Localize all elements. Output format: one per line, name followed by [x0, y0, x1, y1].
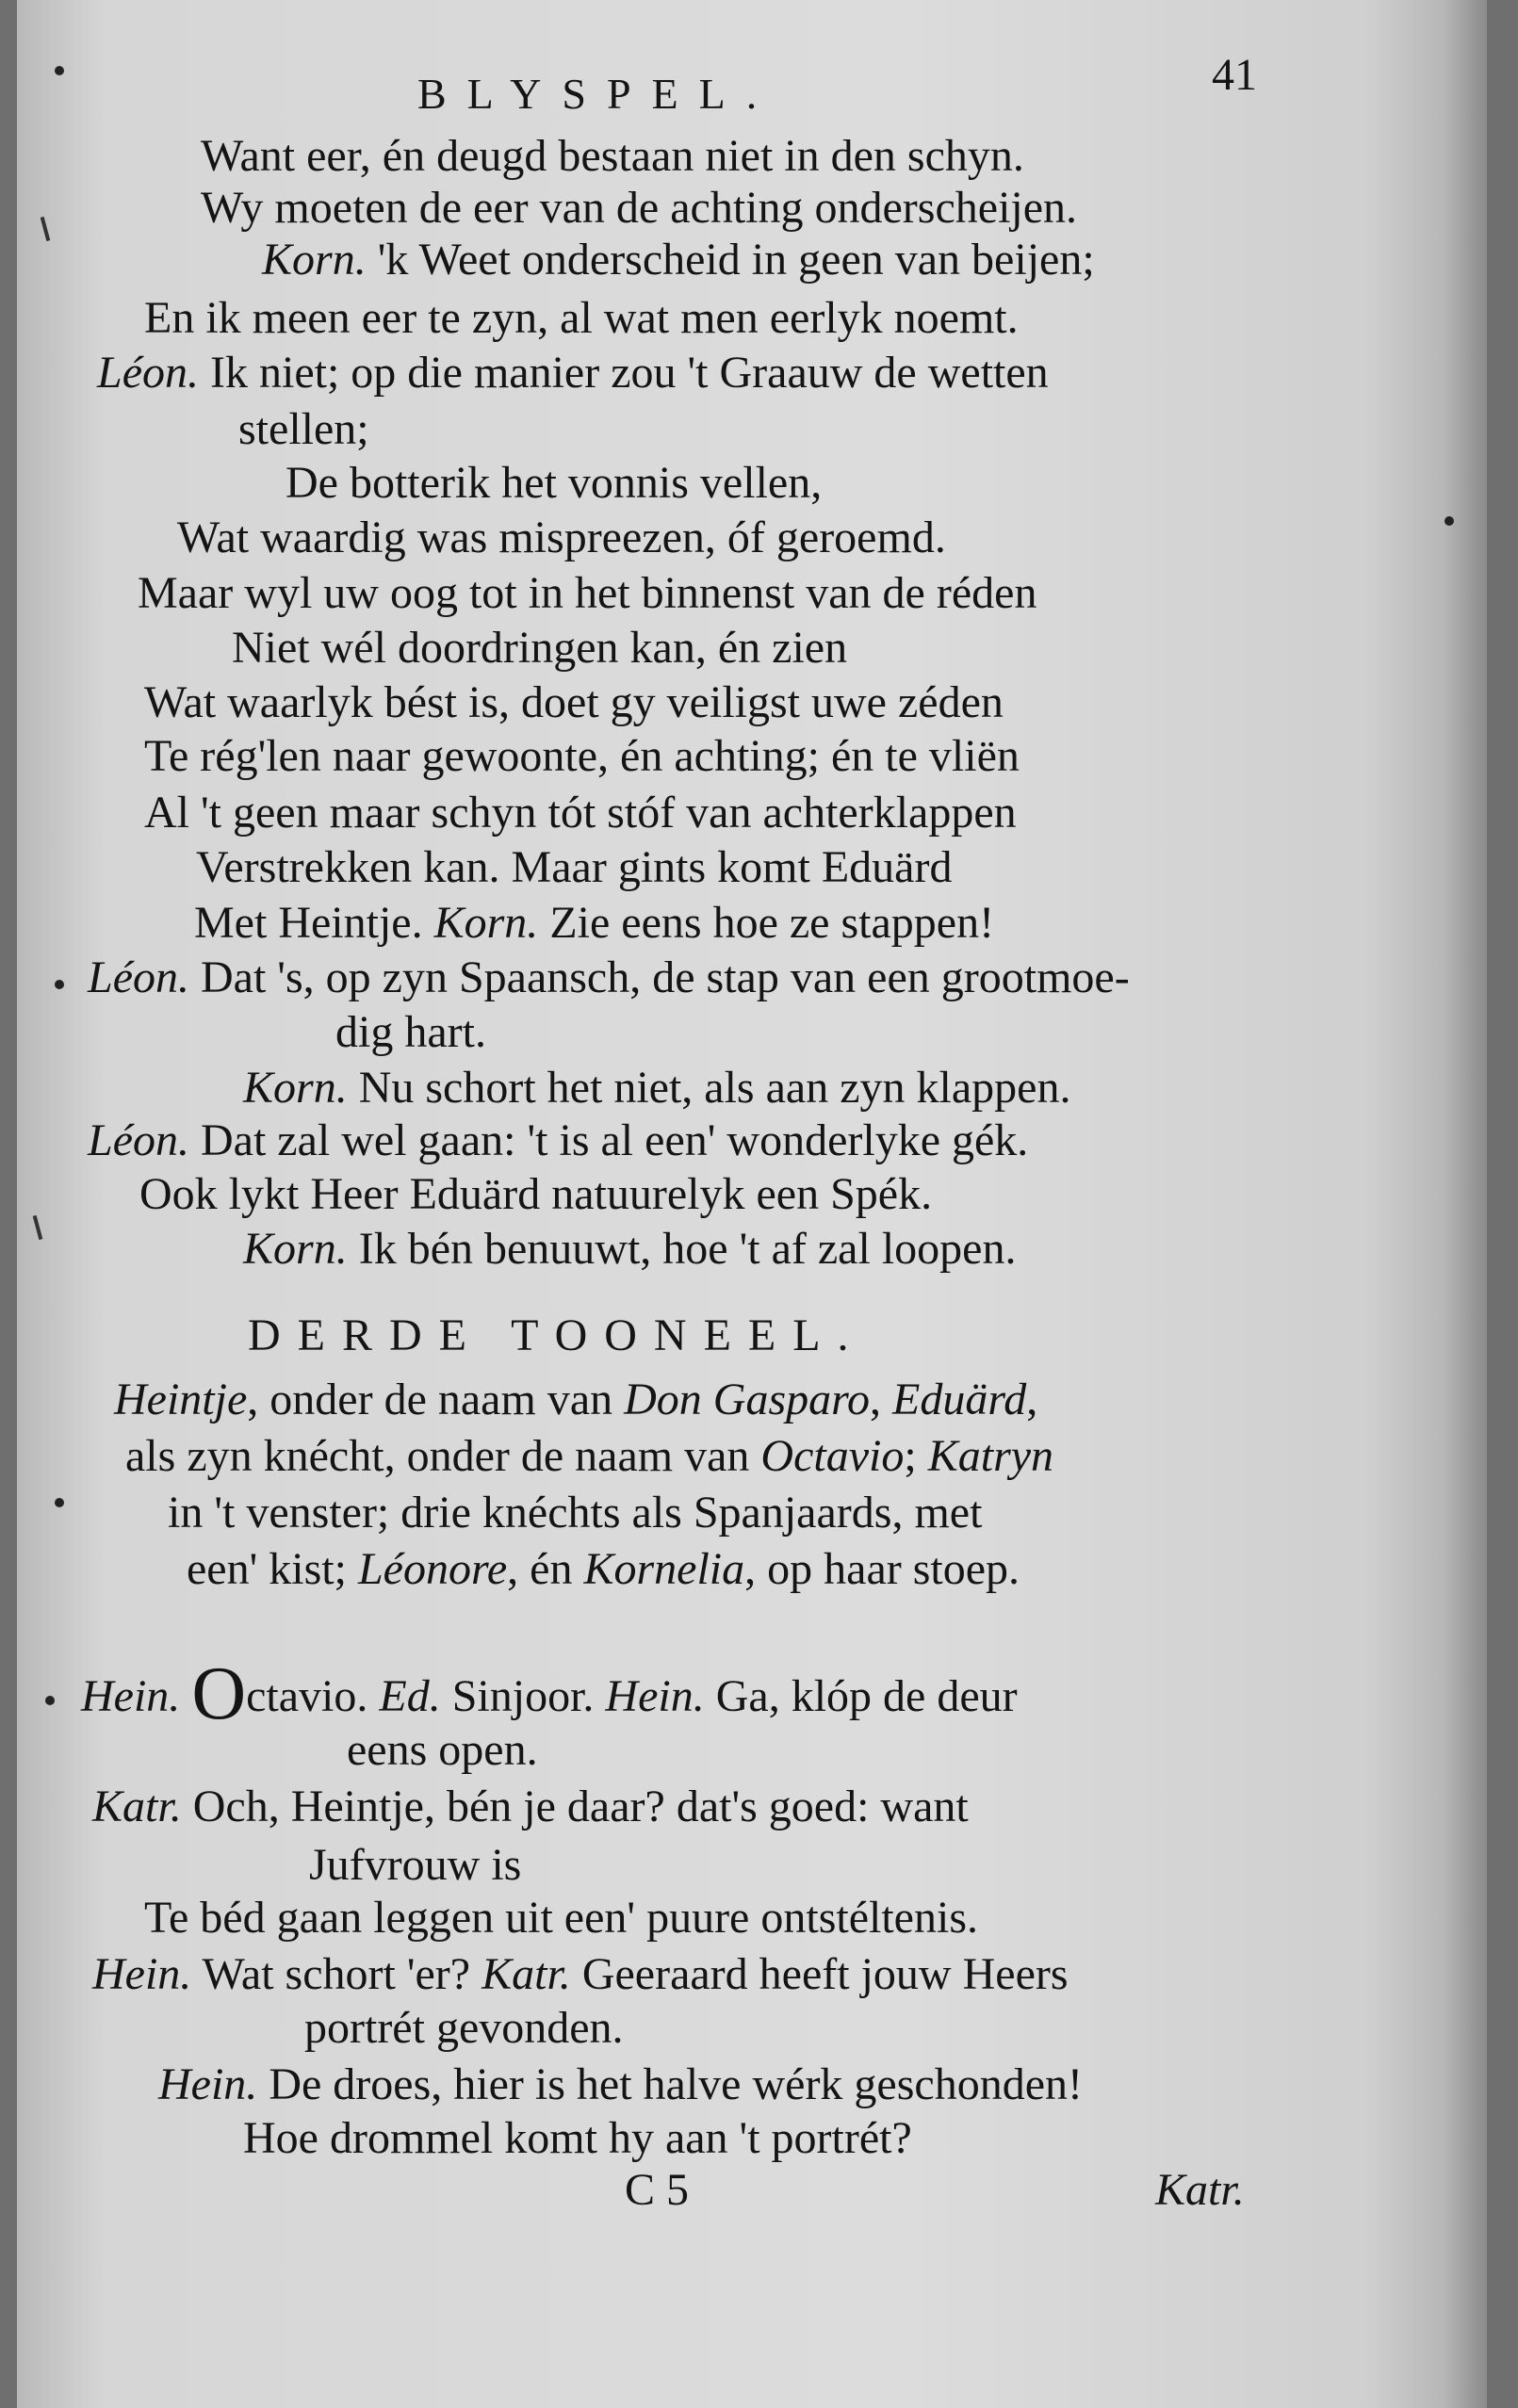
- speaker-or-name: Hein.: [81, 1671, 181, 1721]
- margin-speck: [55, 1498, 64, 1507]
- speaker-or-name: Léon.: [88, 1115, 189, 1165]
- text-segment: dig hart.: [335, 1007, 486, 1057]
- speaker-or-name: Heintje: [114, 1375, 248, 1424]
- text-segment: Ga, klóp de deur: [704, 1671, 1018, 1721]
- verse-line: [144, 676, 1004, 729]
- text-segment: Nu schort het niet, als aan zyn klappen.: [347, 1063, 1071, 1113]
- text-segment: Niet wél doordringen kan, én zien: [232, 623, 848, 673]
- speaker-or-name: Korn.: [243, 1224, 348, 1274]
- verse-line: [196, 841, 952, 894]
- text-segment: Wat waarlyk bést is, doet gy veiligst uwe zéden: [144, 677, 1004, 727]
- verse-line: [243, 1223, 1016, 1276]
- text-segment: , onder de naam van: [247, 1375, 625, 1424]
- verse-line: [262, 234, 1095, 286]
- text-segment: Geeraard heeft jouw Heers: [570, 1949, 1069, 1999]
- text-segment: Al 't geen maar schyn tót stóf van achterklappen: [144, 788, 1017, 838]
- text-segment: Want eer, én deugd bestaan niet in den schyn.: [201, 131, 1024, 181]
- verse-line: [201, 130, 1024, 183]
- verse-line: [144, 730, 1020, 783]
- verse-line: [88, 952, 1130, 1004]
- running-head: BLYSPEL.: [417, 70, 778, 118]
- stage-direction: [187, 1543, 1020, 1596]
- verse-line: [232, 622, 847, 675]
- verse-line: [177, 512, 946, 564]
- text-segment: Wy moeten de eer van de achting onderscheijen.: [201, 183, 1078, 233]
- verse-line: [347, 1724, 538, 1777]
- text-segment: Verstrekken kan. Maar gints komt Eduärd: [196, 842, 953, 892]
- text-segment: De droes, hier is het halve wérk geschonden!: [257, 2059, 1084, 2109]
- text-segment: Maar wyl uw oog tot in het binnenst van de réden: [138, 568, 1037, 618]
- speaker-or-name: Eduärd: [892, 1375, 1027, 1424]
- text-segment: Ik bén benuuwt, hoe 't af zal loopen.: [347, 1224, 1017, 1274]
- text-segment: stellen;: [238, 404, 369, 454]
- text-segment: ctavio.: [246, 1671, 380, 1721]
- verse-line: [238, 403, 369, 456]
- speaker-or-name: Korn.: [433, 898, 539, 948]
- speaker-or-name: Ed.: [379, 1671, 441, 1721]
- drop-capital: O: [191, 1652, 247, 1735]
- page-number: 41: [1212, 50, 1257, 100]
- text-segment: eens open.: [347, 1725, 538, 1775]
- speaker-or-name: Octavio: [760, 1431, 905, 1481]
- stage-direction: [114, 1374, 1037, 1426]
- scene-heading: [248, 1310, 866, 1362]
- margin-speck: [1445, 516, 1454, 526]
- text-segment: De botterik het vonnis vellen,: [286, 458, 823, 508]
- text-segment: Jufvrouw is: [309, 1840, 522, 1890]
- verse-line: [88, 1115, 1028, 1167]
- text-segment: Hoe drommel komt hy aan 't portrét?: [243, 2113, 912, 2163]
- speaker-or-name: Léon.: [88, 952, 189, 1002]
- stage-direction: [125, 1430, 1053, 1483]
- verse-line: [92, 1948, 1069, 2001]
- text-segment: ;: [904, 1431, 928, 1481]
- verse-line: [286, 457, 822, 510]
- text-segment: portrét gevonden.: [304, 2003, 624, 2053]
- margin-speck: [55, 66, 64, 75]
- text-segment: als zyn knécht, onder de naam van: [125, 1431, 761, 1481]
- verse-line: [144, 292, 1019, 345]
- text-segment: Dat zal wel gaan: 't is al een' wonderlyke gék.: [189, 1115, 1029, 1165]
- speaker-or-name: Kornelia: [583, 1544, 745, 1594]
- verse-line: [304, 2002, 624, 2055]
- text-segment: Te béd gaan leggen uit een' puure ontstéltenis.: [144, 1893, 978, 1943]
- verse-line: [335, 1006, 486, 1059]
- verse-line: [201, 182, 1077, 235]
- speaker-or-name: Katr.: [482, 1949, 571, 1999]
- verse-line: [92, 1781, 969, 1833]
- speaker-or-name: Léon.: [97, 348, 199, 398]
- text-segment: [180, 1671, 191, 1721]
- margin-speck: [45, 1696, 55, 1705]
- speaker-or-name: Don Gasparo: [624, 1375, 871, 1424]
- text-segment: , op haar stoep.: [744, 1544, 1020, 1594]
- text-segment: En ik meen eer te zyn, al wat men eerlyk noemt.: [144, 293, 1019, 343]
- text-segment: Sinjoor.: [440, 1671, 606, 1721]
- stage-direction: [168, 1487, 982, 1539]
- text-segment: Wat waardig was mispreezen, óf geroemd.: [177, 513, 946, 562]
- speaker-or-name: Korn.: [243, 1063, 348, 1113]
- speaker-or-name: Hein.: [605, 1671, 705, 1721]
- book-page: [17, 0, 1487, 2408]
- text-segment: DERDE TOONEEL.: [248, 1310, 866, 1360]
- text-segment: een' kist;: [187, 1544, 358, 1594]
- speaker-or-name: Léonore: [357, 1544, 508, 1594]
- verse-line: [194, 897, 994, 950]
- text-segment: , én: [507, 1544, 584, 1594]
- text-segment: Te rég'len naar gewoonte, én achting; én te vliën: [144, 731, 1020, 781]
- speaker-or-name: Hein.: [92, 1949, 192, 1999]
- verse-line: [309, 1839, 521, 1892]
- text-segment: Och, Heintje, bén je daar? dat's goed: want: [181, 1782, 969, 1831]
- verse-line: [158, 2058, 1083, 2111]
- text-segment: Ik niet; op die manier zou 't Graauw de wetten: [199, 348, 1049, 398]
- speaker-or-name: Katr.: [92, 1782, 182, 1831]
- verse-line: [97, 347, 1049, 399]
- verse-line: [138, 567, 1036, 620]
- verse-line: [144, 787, 1017, 839]
- text-segment: ,: [1026, 1375, 1038, 1424]
- text-segment: Dat 's, op zyn Spaansch, de stap van een grootmoe-: [189, 952, 1130, 1002]
- margin-speck: [41, 217, 51, 241]
- verse-line: [81, 1652, 1018, 1735]
- catchword: Katr.: [1155, 2165, 1245, 2215]
- text-segment: 'k Weet onderscheid in geen van beijen;: [366, 235, 1095, 285]
- speaker-or-name: Hein.: [158, 2059, 258, 2109]
- text-segment: Wat schort 'er?: [191, 1949, 482, 1999]
- speaker-or-name: Katryn: [927, 1431, 1054, 1481]
- verse-line: [243, 1062, 1070, 1115]
- verse-line: [139, 1168, 932, 1221]
- text-segment: ,: [870, 1375, 893, 1424]
- text-segment: Ook lykt Heer Eduärd natuurelyk een Spék.: [139, 1169, 933, 1219]
- margin-speck: [55, 980, 64, 989]
- text-segment: Met Heintje.: [194, 898, 434, 948]
- text-segment: Zie eens hoe ze stappen!: [538, 898, 995, 948]
- page-edge-shadow: [1444, 0, 1487, 2408]
- text-segment: in 't venster; drie knéchts als Spanjaards, met: [168, 1488, 983, 1538]
- verse-line: [144, 1892, 978, 1944]
- margin-speck: [33, 1215, 43, 1240]
- verse-line: [243, 2112, 912, 2165]
- signature-mark: C 5: [625, 2165, 690, 2215]
- speaker-or-name: Korn.: [262, 235, 367, 285]
